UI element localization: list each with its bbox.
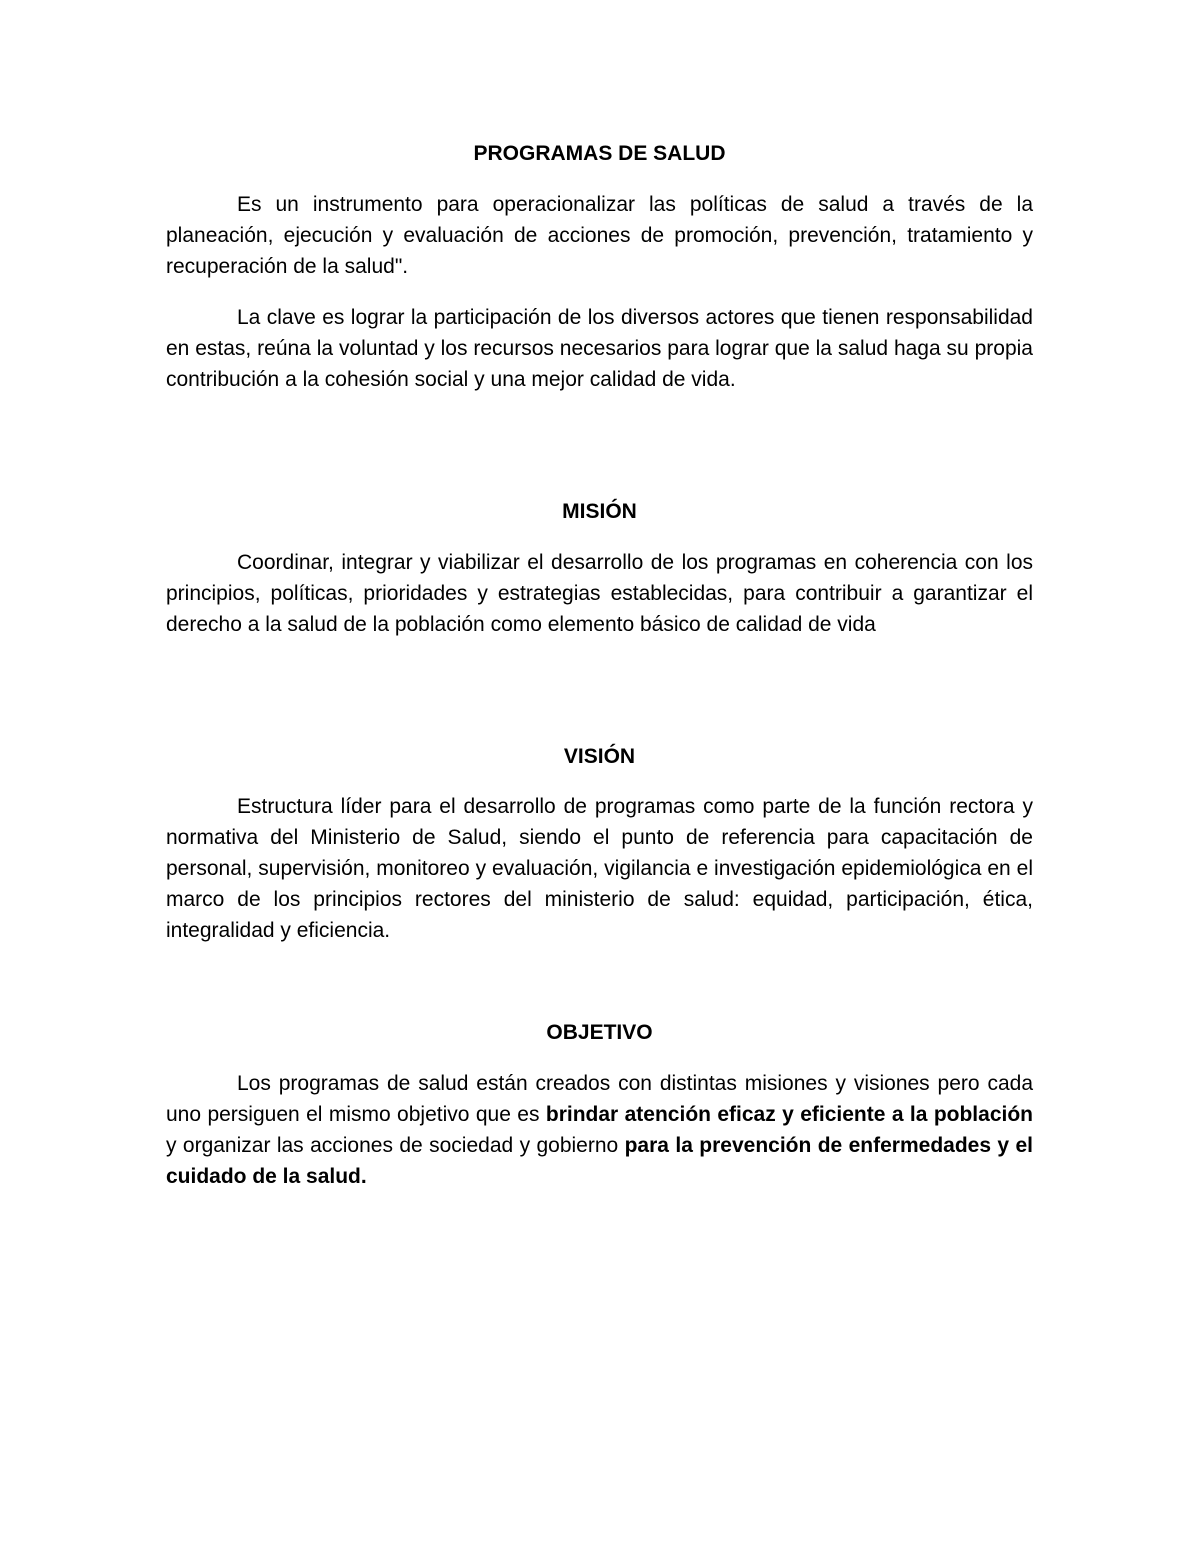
objetivo-paragraph <box>166 1068 1033 1192</box>
mision-paragraph: Coordinar, integrar y viabilizar el desarrollo de los programas en coherencia con los principios, políticas, prioridades y estrategias establecidas, para contribuir a garantizar el derecho a la salud de la población como elemento básico de calidad de vida <box>166 551 1033 636</box>
programas-paragraph-2: La clave es lograr la participación de los diversos actores que tienen responsabilidad en estas, reúna la voluntad y los recursos necesarios para lograr que la salud haga su propia contribución a la cohesión social y una mejor calidad de vida. <box>166 306 1033 391</box>
title-vision: VISIÓN <box>563 745 636 768</box>
programas-paragraph-1: Es un instrumento para operacionalizar las políticas de salud a través de la planeación, ejecución y evaluación de acciones de promoción, prevención, tratamiento y recuperación de la salud". <box>166 193 1033 278</box>
title-objetivo: OBJETIVO <box>546 1021 653 1044</box>
vision-paragraph: Estructura líder para el desarrollo de programas como parte de la función rectora y normativa del Ministerio de Salud, siendo el punto de referencia para capacitación de personal, supervisión, monitoreo y evaluación, vigilancia e investigación epidemiológica en el marco de los principios rectores del ministerio de salud: equidad, participación, ética, integralidad y eficiencia. <box>166 795 1033 942</box>
objetivo-bold-phrase-1: brindar atención eficaz y eficiente a la población <box>545 1103 1033 1126</box>
objetivo-text-part-1: Los programas de salud están creados con distintas misiones y visiones pero cada uno persiguen el mismo objetivo que es <box>166 1072 1033 1126</box>
objetivo-bold-phrase-2: para la prevención de enfermedades y el cuidado de la salud. <box>166 1134 1033 1188</box>
objetivo-text-part-2: y organizar las acciones de sociedad y gobierno <box>166 1134 625 1157</box>
title-programas-de-salud: PROGRAMAS DE SALUD <box>473 142 726 165</box>
title-mision: MISIÓN <box>562 500 637 523</box>
